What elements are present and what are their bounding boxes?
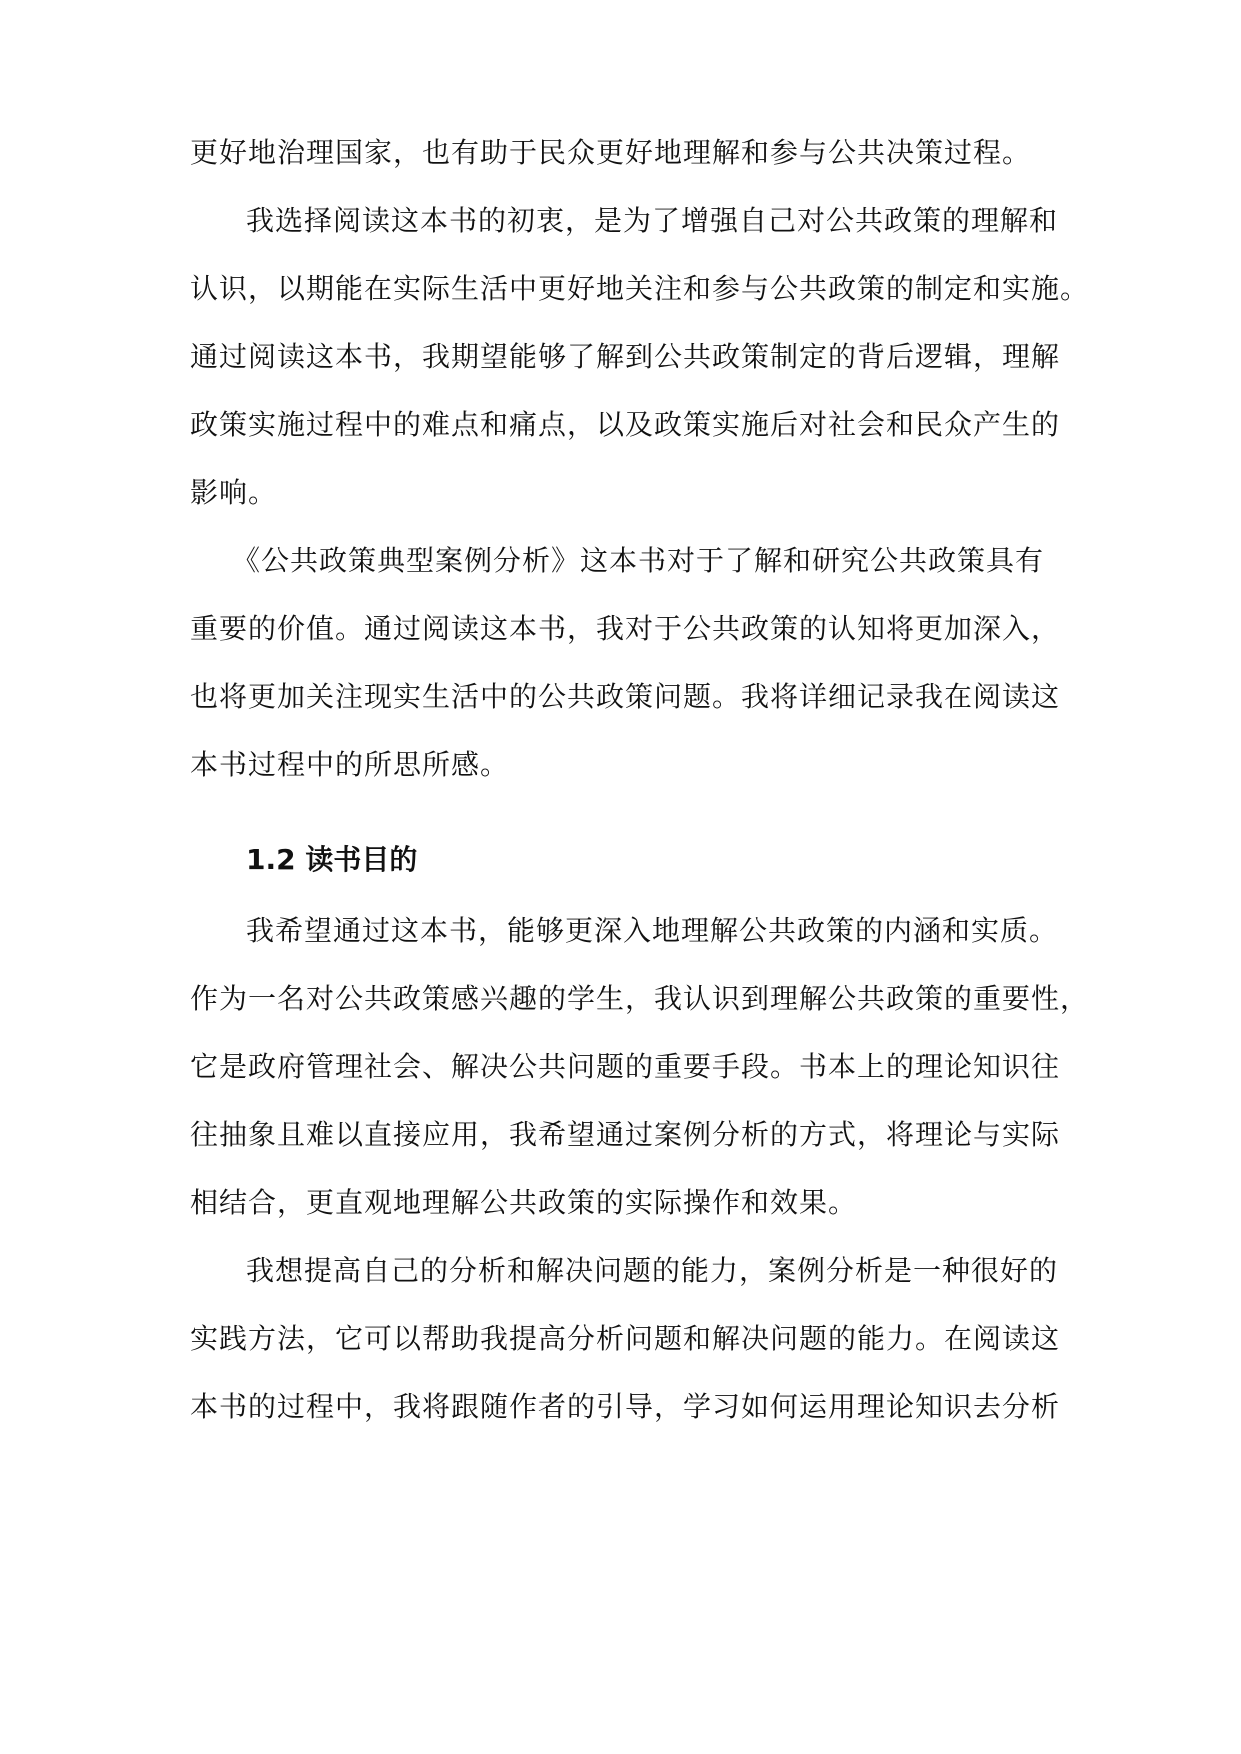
paragraph-line: 我希望通过这本书，能够更深入地理解公共政策的内涵和实质。: [246, 914, 1059, 947]
paragraph-line: 往抽象且难以直接应用，我希望通过案例分析的方式，将理论与实际: [190, 1118, 1061, 1151]
paragraph-line: 重要的价值。通过阅读这本书，我对于公共政策的认知将更加深入，: [190, 612, 1061, 645]
paragraph-line: 本书过程中的所思所感。: [190, 748, 510, 781]
paragraph-line: 它是政府管理社会、解决公共问题的重要手段。书本上的理论知识往: [190, 1050, 1061, 1083]
paragraph-line: 实践方法，它可以帮助我提高分析问题和解决问题的能力。在阅读这: [190, 1322, 1061, 1355]
paragraph-line: 更好地治理国家，也有助于民众更好地理解和参与公共决策过程。: [190, 136, 1032, 169]
paragraph-line: 作为一名对公共政策感兴趣的学生，我认识到理解公共政策的重要性，: [190, 982, 1090, 1015]
paragraph-line: 也将更加关注现实生活中的公共政策问题。我将详细记录我在阅读这: [190, 680, 1061, 713]
paragraph-line: 通过阅读这本书，我期望能够了解到公共政策制定的背后逻辑，理解: [190, 340, 1061, 373]
paragraph-line: 认识，以期能在实际生活中更好地关注和参与公共政策的制定和实施。: [190, 272, 1090, 305]
paragraph-line: 我选择阅读这本书的初衷，是为了增强自己对公共政策的理解和: [246, 204, 1059, 237]
section-heading: 1.2 读书目的: [246, 843, 418, 876]
paragraph-line: 政策实施过程中的难点和痛点，以及政策实施后对社会和民众产生的: [190, 408, 1061, 441]
paragraph-line: 《公共政策典型案例分析》这本书对于了解和研究公共政策具有: [232, 544, 1045, 577]
paragraph-line: 影响。: [190, 476, 278, 509]
paragraph-line: 本书的过程中，我将跟随作者的引导，学习如何运用理论知识去分析: [190, 1390, 1061, 1423]
paragraph-line: 相结合，更直观地理解公共政策的实际操作和效果。: [190, 1186, 858, 1219]
paragraph-line: 我想提高自己的分析和解决问题的能力，案例分析是一种很好的: [246, 1254, 1059, 1287]
